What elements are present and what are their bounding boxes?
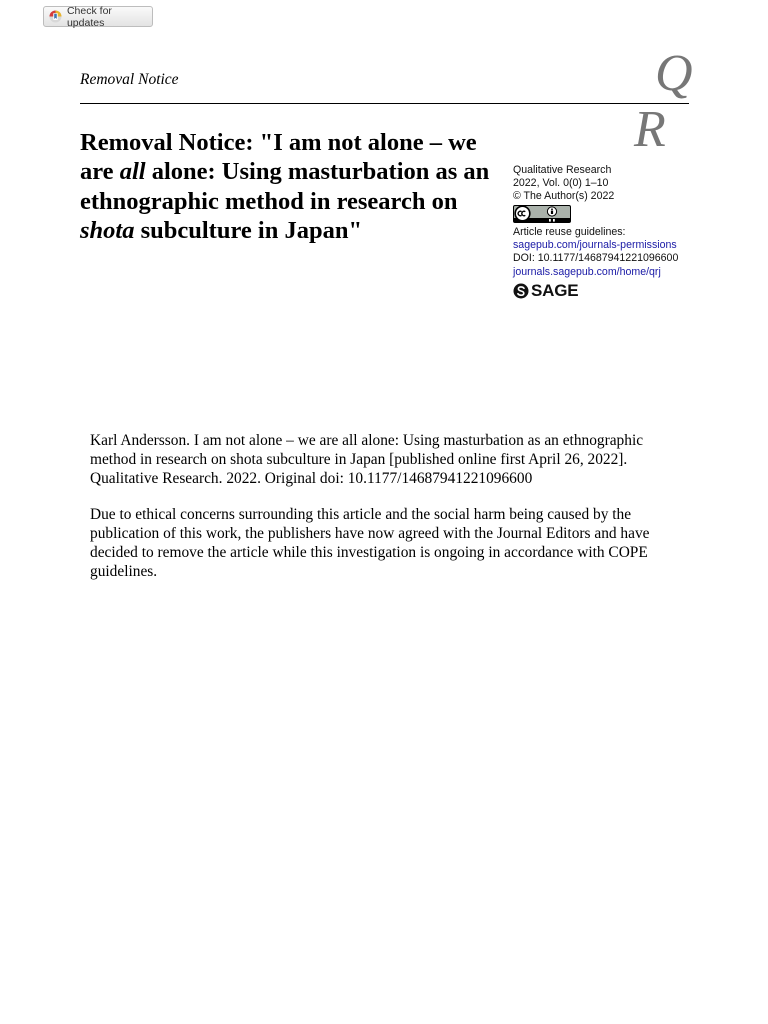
check-for-updates-label: Check for updates [66, 4, 112, 29]
journal-logo-q: Q [655, 45, 693, 102]
notice-citation: Karl Andersson. I am not alone – we are all alone: Using masturbation as an ethnographic method in research on shota subculture in Japan [published online first April 26, 2022]. Qualitative Research. 2022. Original doi: 10.1177/14687941221096600 [90, 432, 644, 487]
header-rule [80, 103, 689, 104]
doi-text: DOI: 10.1177/14687941221096600 [513, 252, 679, 265]
notice-explanation: Due to ethical concerns surrounding this article and the social harm being caused by the publication of this work, the publishers have now agreed with the Journal Editors and have decided to remove the article while this investigation is ongoing in accordance with COPE guidelines. [90, 506, 650, 580]
notice-body [90, 432, 668, 600]
sage-emblem-icon [513, 283, 529, 299]
permissions-link[interactable]: sagepub.com/journals-permissions [513, 239, 677, 252]
check-for-updates-button[interactable] [43, 6, 153, 27]
journal-name: Qualitative Research [513, 164, 612, 176]
sage-logo [513, 282, 578, 299]
journal-section-label: Removal Notice [80, 71, 179, 88]
crossmark-icon [49, 10, 62, 23]
article-metadata [513, 164, 703, 279]
cc-by-license-icon[interactable] [513, 205, 571, 223]
article-title: Removal Notice: "I am not alone – we are all alone: Using masturbation as an ethnographic method in research on shota subculture in Japan" [80, 129, 490, 244]
journal-logo-r: R [634, 101, 666, 158]
sage-wordmark: SAGE [531, 281, 579, 300]
copyright-line: © The Author(s) 2022 [513, 190, 615, 203]
volume-info: 2022, Vol. 0(0) 1–10 [513, 177, 609, 190]
reuse-label: Article reuse guidelines: [513, 226, 626, 239]
journal-home-link[interactable]: journals.sagepub.com/home/qrj [513, 265, 661, 278]
